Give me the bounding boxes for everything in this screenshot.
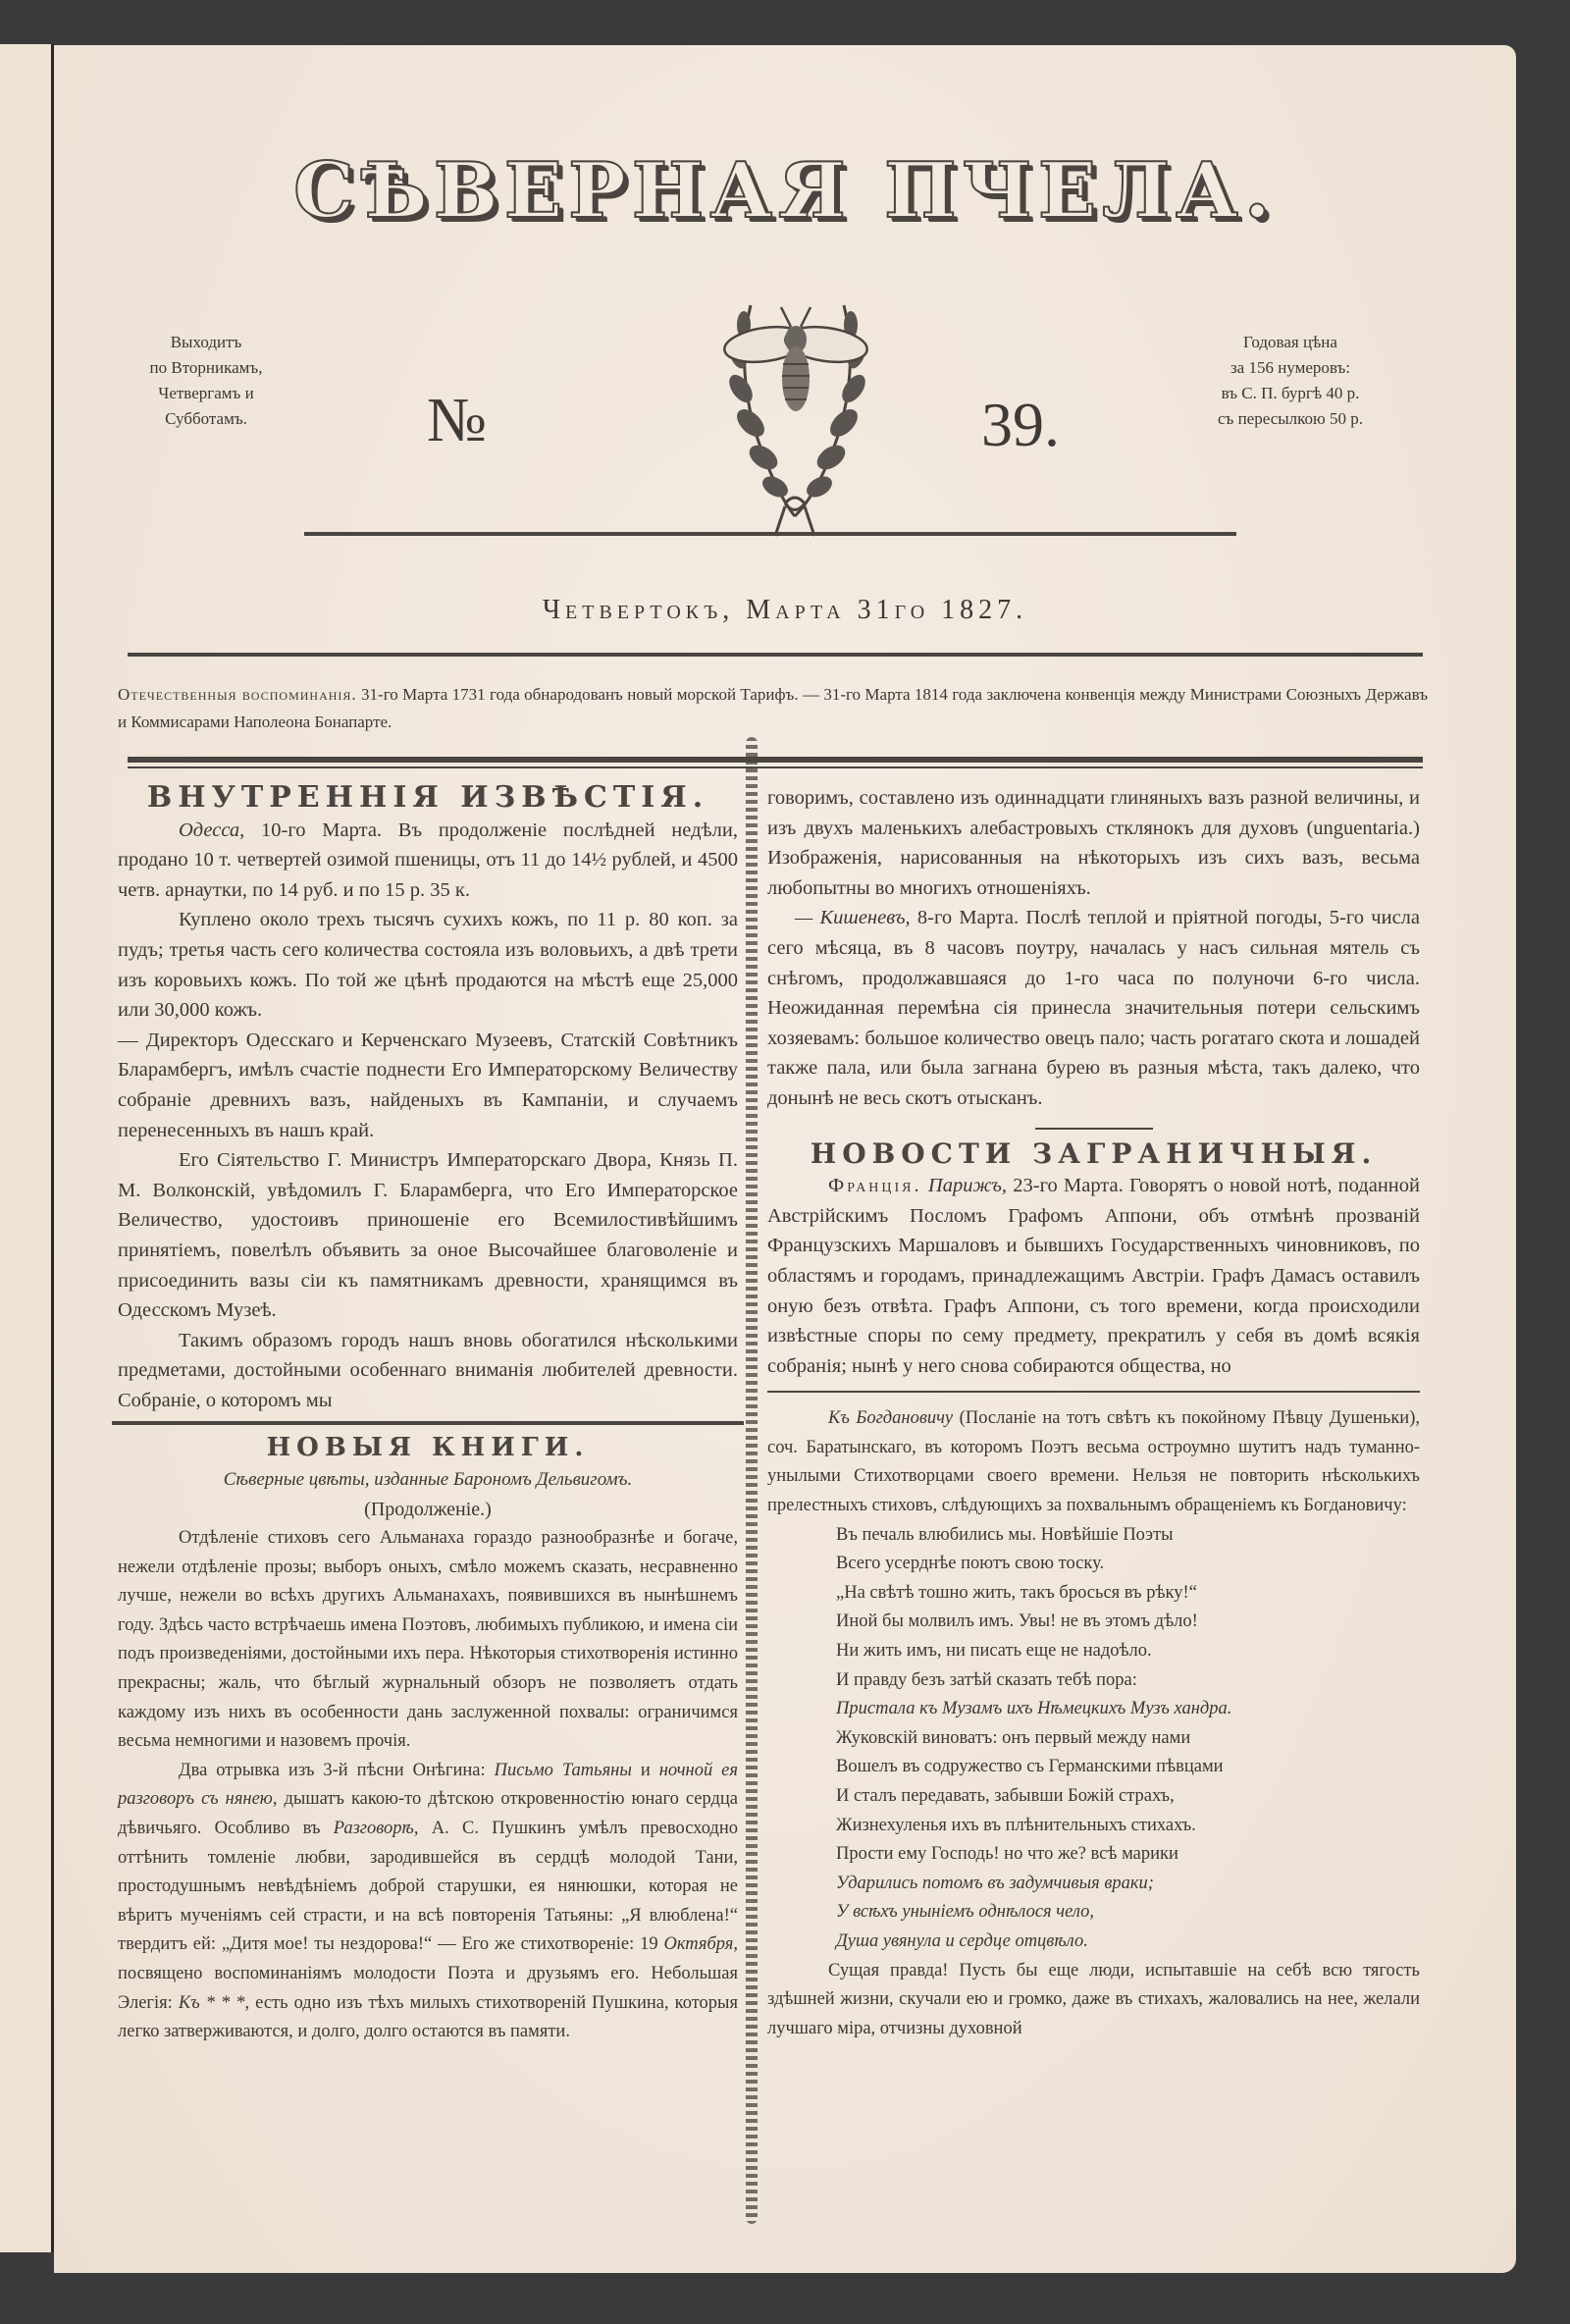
paragraph-text: 23-го Марта. Говорятъ о новой нотѣ, поданной Австрійскимъ Посломъ Графомъ Аппони, объ отмѣнѣ прозваній Французскихъ Маршаловъ и бывшихъ Государственныхъ чиновниковъ, по областямъ и городамъ, принадлежащимъ Австріи. Графъ Дамасъ оставилъ оную безъ отвѣта. Графъ Аппони, съ того времени, когда происходили извѣстные споры по сему предмету, прекратилъ у себя въ домѣ всякія собранія; нынѣ у него снова собираются общества, но [767,1175,1420,1377]
header-rule [304,532,1236,536]
price-line: съ пересылкою 50 р. [1218,409,1363,428]
section-heading-new-books: НОВЫЯ КНИГИ. [266,1433,590,1463]
publication-schedule [108,330,304,432]
title-italic: ночной ея разговоръ съ нянею [118,1760,738,1810]
price-line: въ С. П. бургѣ 40 р. [1221,384,1360,402]
article-paragraph: — Директоръ Одесскаго и Керченскаго Музеевъ, Статскій Совѣтникъ Бларамбергъ, имѣлъ счастіе поднести Его Императорскому Величеству собраніе древнихъ вазъ, найденыхъ въ Кампаніи, и случаемъ перенесенныхъ въ нашъ край. [118,1029,738,1141]
article-paragraph [767,1171,1420,1381]
title-italic: Октября [663,1934,734,1955]
price-line: Годовая цѣна [1243,333,1337,351]
newspaper-page [54,45,1516,2273]
section-rule [112,1421,744,1425]
feuilleton-rule [767,1391,1420,1393]
place-name: Одесса, [179,819,245,841]
text-span: , А. С. Пушкинъ умѣлъ превосходно оттѣнить томленіе любви, зародившейся въ сердцѣ молодой Тани, простодушнымъ невѣдѣніемъ доброй старушки, ея нянюшки, которая не вѣритъ мученіямъ сей страсти, и на всѣ повторенія Татьяны: „Я влюблена!“ твердитъ ей: „Дитя мое! ты нездорова!“ — Его же стихотвореніе: 19 [118,1819,738,1955]
verse-line: У всѣхъ уныніемъ однѣлося чело, [836,1902,1095,1923]
title-italic: Разговорѣ [333,1819,414,1838]
verse-line: Жизнехуленья ихъ въ плѣнительныхъ стихахъ. [836,1815,1196,1835]
schedule-line: Четвергамъ и [158,384,254,402]
double-rule-bottom [128,766,1423,768]
article-paragraph [118,816,738,906]
article-paragraph [767,903,1420,1113]
text-span: , есть одно изъ тѣхъ милыхъ стихотвореній Пушкина, которыя легко затверживаются, и долго, долго остаются въ памяти. [118,1992,738,2042]
paragraph-text: 10-го Марта. Въ продолженіе послѣдней недѣли, продано 10 т. четвертей озимой пшеницы, отъ 11 до 14½ рублей, и 4500 четв. арнаутки, по 14 руб. и по 15 р. 35 к. [118,819,738,901]
verse-line: Всего усерднѣе поютъ свою тоску. [836,1554,1105,1574]
place-name: — Кишеневъ, [795,907,911,929]
verse-line: И правду безъ затѣй сказать тебѣ пора: [836,1669,1137,1690]
section-heading-foreign: НОВОСТИ ЗАГРАНИЧНЫЯ. [810,1136,1378,1170]
verse-line: Жуковскій виноватъ: онъ первый между нами [836,1727,1191,1748]
schedule-line: Выходитъ [170,333,242,351]
adjacent-page-edge [0,44,54,2252]
article-paragraph: Его Сіятельство Г. Министръ Императорскаго Двора, Князь П. М. Волконскій, увѣдомилъ Г. Бларамберга, что Его Императорское Величество, удостоивъ приношеніе его Всемилостивѣйшимъ принятіемъ, повелѣлъ объявить за оное Высочайшее благоволеніе и присоединить вазы сіи къ памятникамъ древности, хранящимся въ Одесскомъ Музеѣ. [118,1149,738,1322]
issue-number: 39. [981,390,1060,459]
title-italic: Письмо Татьяны [494,1760,632,1780]
article-paragraph: Такимъ образомъ городъ нашъ вновь обогатился нѣсколькими предметами, достойными особеннаго вниманія любителей древности. Собраніе, о которомъ мы [118,1329,738,1411]
double-rule-top [128,757,1423,763]
right-column [767,783,1420,2043]
verse-line: „На свѣтѣ тошно жить, такъ бросься въ рѣку!“ [836,1582,1197,1603]
title-italic: Къ * * * [178,1992,245,2013]
subscription-price [1168,330,1413,432]
verse-line: Пристала къ Музамъ ихъ Нѣмецкихъ Музъ хандра. [836,1699,1232,1719]
memoranda [118,681,1428,736]
masthead-title: СѢВЕРНАЯ ПЧЕЛА. [293,146,1277,236]
verse-line: Ударились потомъ въ задумчивыя враки; [836,1873,1154,1893]
left-column [118,780,738,2047]
article-paragraph [767,1404,1420,1520]
verse-line: Прости ему Господь! но что же? всѣ марики [836,1844,1178,1865]
paragraph-text: (Посланіе на тотъ свѣтъ къ покойному Пѣвцу Душеньки), соч. Баратынскаго, въ которомъ Поэтъ весьма остроумно шутитъ надъ туманно-унылыми Стихотворцами своего времени. Нельзя не повторить нѣсколькихъ прелестныхъ стиховъ, слѣдующихъ за похвальнымъ обращеніемъ къ Богдановичу: [767,1408,1420,1516]
continued-label: (Продолженіе.) [364,1499,492,1521]
verse-line: Душа увянула и сердце отцвѣло. [836,1930,1088,1951]
issue-date: Четвертокъ, Марта 31го 1827. [542,595,1028,625]
article-paragraph: Куплено около трехъ тысячъ сухихъ кожъ, по 11 р. 80 коп. за пудъ; третья часть сего количества состояла изъ воловьихъ, а двѣ трети изъ коровьихъ кожъ. По той же цѣнѣ продаются на мѣстѣ еще 25,000 или 30,000 кожъ. [118,909,738,1022]
verse-line: И сталъ передавать, забывши Божій страхъ, [836,1786,1175,1806]
article-paragraph: Сущая правда! Пусть бы еще люди, испытавшіе на себѣ всю тягость здѣшней жизни, скучали ею и громко, даже въ стихахъ, жаловались на нее, желали лучшаго міра, отчизны духовной [767,1960,1420,2038]
short-rule [1035,1128,1153,1130]
date-rule [128,653,1423,657]
schedule-line: по Вторникамъ, [149,358,263,377]
country-name: Франція. [828,1175,922,1197]
verse-line: Вошелъ въ содружество съ Германскими пѣвцами [836,1757,1224,1777]
books-subtitle: Сѣверные цвѣты, изданные Барономъ Дельвигомъ. [223,1469,633,1491]
price-line: за 156 нумеровъ: [1230,358,1351,377]
section-heading-domestic: ВНУТРЕННІЯ ИЗВѢСТІЯ. [146,780,709,815]
bee-emblem-icon [648,246,942,541]
schedule-line: Субботамъ. [165,409,247,428]
verse-line: Въ печаль влюбились мы. Новѣйшіе Поэты [836,1524,1174,1545]
number-sign: № [427,385,488,454]
memoranda-lead: Отечественныя воспоминанія. [118,685,357,704]
place-name: Парижъ, [927,1175,1008,1197]
verse-line: Ни жить имъ, ни писать еще не надоѣло. [836,1641,1152,1662]
memoranda-text: 31-го Марта 1731 года обнародованъ новый морской Тарифъ. — 31-го Марта 1814 года заключена конвенція между Министрами Союзныхъ Державъ и Коммисарами Наполеона Бонапарте. [118,685,1428,731]
article-paragraph [118,1757,738,2047]
column-divider [746,737,758,2224]
text-span: , дышатъ какою-то дѣтскою откровенностію юнаго сердца дѣвичьяго. Особливо въ [118,1789,738,1838]
title-italic: Къ Богдановичу [828,1408,954,1429]
article-paragraph: Отдѣленіе стиховъ сего Альманаха гораздо разнообразнѣе и богаче, нежели отдѣленіе прозы; выборъ оныхъ, смѣло можемъ сказать, несравненно лучше, нежели во всѣхъ другихъ Альманахахъ, появившихся въ нынѣшнемъ году. Здѣсь часто встрѣчаешь имена Поэтовъ, любимыхъ публикою, и имена сіи подъ произведеніями, достойными ихъ пера. Нѣкоторыя стихотворенія истинно прекрасны; жаль, что бѣглый журнальный обзоръ не позволяетъ отдать каждому изъ нихъ въ особенности дань заслуженной похвалы: ограничимся весьма немногими и назовемъ прочія. [118,1528,738,1752]
paragraph-text: 8-го Марта. Послѣ теплой и пріятной погоды, 5-го числа сего мѣсяца, въ 8 часовъ поутру, началась у насъ сильная мятель съ снѣгомъ, продолжавшаяся до 1-го часа по полуночи 6-го числа. Неожиданная перемѣна сія принесла значительныя потери сельскимъ хозяевамъ: большое количество овецъ пало; часть рогатаго скота и лошадей также пала, или была загнана бурею въ разныя мѣста, такъ далеко, что донынѣ не весь скотъ отысканъ. [767,907,1421,1109]
poem-verse [767,1521,1420,1957]
verse-line: Иной бы молвилъ имъ. Увы! не въ этомъ дѣло! [836,1611,1198,1632]
text-span: , посвящено воспоминаніямъ молодости Поэта и друзьямъ его. Небольшая Элегія: [118,1934,738,2013]
text-span: и [631,1760,659,1780]
text-span: Два отрывка изъ 3-й пѣсни Онѣгина: [179,1760,495,1780]
article-paragraph: говоримъ, составлено изъ одиннадцати глиняныхъ вазъ разной величины, и изъ двухъ маленькихъ алебастровыхъ стклянокъ для духовъ (unguentaria.) Изображенія, нарисованныя на нѣкоторыхъ изъ сихъ вазъ, весьма любопытны во многихъ отношеніяхъ. [767,787,1420,899]
